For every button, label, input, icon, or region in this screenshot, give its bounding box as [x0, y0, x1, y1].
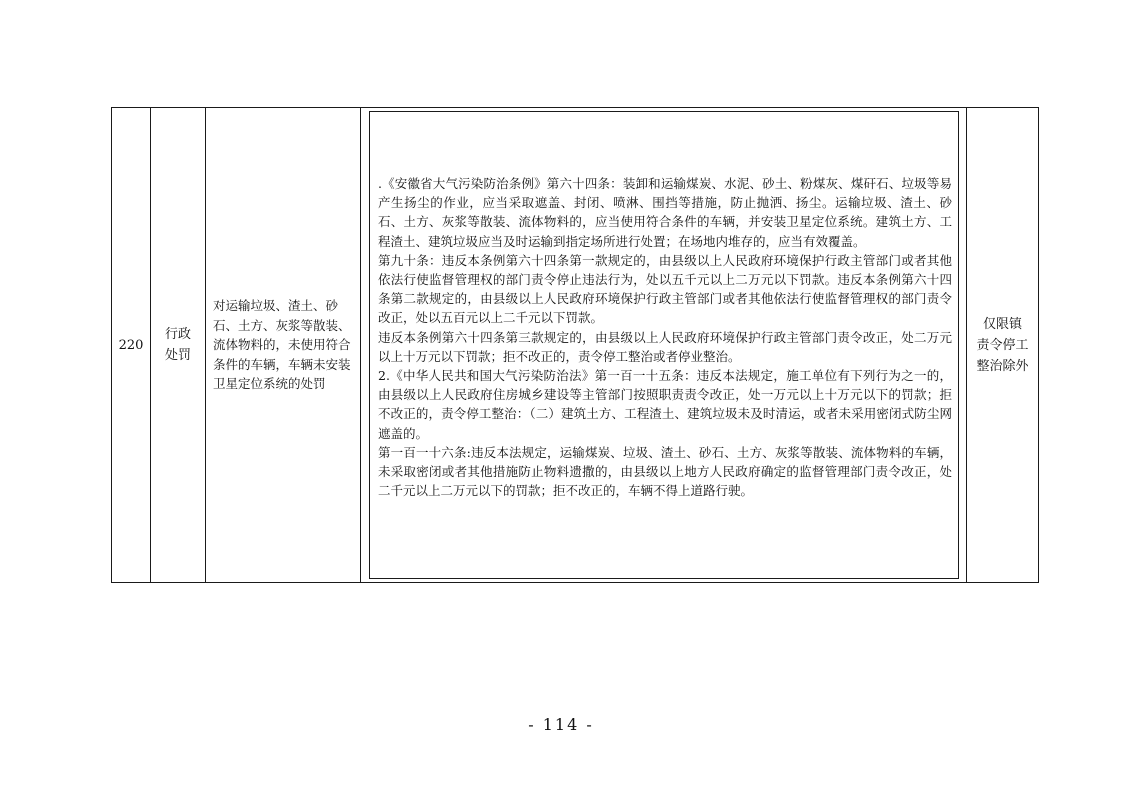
page-number: - 114 - — [528, 715, 594, 734]
penalty-type-line: 处罚 — [164, 348, 191, 363]
remarks-cell — [967, 108, 1039, 583]
legal-basis-paragraph: 第一百一十六条:违反本法规定，运输煤炭、垃圾、渣土、砂石、土方、灰浆等散装、流体物料的车辆，未采取密闭或者其他措施防止物料遗撒的，由县级以上地方人民政府确定的监督管理部门责令改正，处二千元以上二万元以下的罚款；拒不改正的，车辆不得上道路行驶。 — [378, 444, 952, 499]
row-number: 220 — [112, 108, 151, 583]
remarks-line: 责令停工 — [976, 337, 1029, 353]
penalty-type-line: 行政 — [164, 327, 191, 342]
legal-basis-paragraph: 2.《中华人民共和国大气污染防治法》第一百一十五条：违反本法规定，施工单位有下列行为之一的，由县级以上人民政府住房城乡建设等主管部门按照职责责令改正，处一万元以上十万元以下的罚款；拒不改正的，责令停工整治：（二）建筑土方、工程渣土、建筑垃圾未及时清运，或者未采用密闭式防尘网遮盖的。 — [378, 368, 952, 441]
table-row — [112, 108, 1039, 583]
penalty-type-cell — [151, 108, 206, 583]
remarks-line: 整治除外 — [976, 358, 1029, 374]
legal-basis-paragraph: 第九十条：违反本条例第六十四条第一款规定的，由县级以上人民政府环境保护行政主管部门或者其他依法行使监督管理权的部门责令停止违法行为，处以五千元以上二万元以下罚款。违反本条例第六十四条第二款规定的，由县级以上人民政府环境保护行政主管部门或者其他依法行使监督管理权的部门责令改正，处以五百元以上二千元以下罚款。 — [378, 252, 952, 326]
legal-basis-paragraph: .《安徽省大气污染防治条例》第六十四条：装卸和运输煤炭、水泥、砂土、粉煤灰、煤矸石、垃圾等易产生扬尘的作业，应当采取遮盖、封闭、喷淋、围挡等措施，防止抛洒、扬尘。运输垃圾、渣土、砂石、土方、灰浆等散装、流体物料的，应当使用符合条件的车辆，并安装卫星定位系统。建筑土方、工程渣土、建筑垃圾应当及时运输到指定场所进行处置；在场地内堆存的，应当有效覆盖。 — [378, 176, 952, 249]
remarks-line: 仅限镇 — [982, 316, 1022, 332]
penalty-item: 对运输垃圾、渣土、砂石、土方、灰浆等散装、流体物料的，未使用符合条件的车辆，车辆未安装卫星定位系统的处罚 — [206, 108, 361, 583]
legal-basis-paragraph: 违反本条例第六十四条第三款规定的，由县级以上人民政府环境保护行政主管部门责令改正，处二万元以上十万元以下罚款；拒不改正的，责令停工整治或者停业整治。 — [378, 329, 952, 364]
legal-basis-box — [369, 111, 959, 579]
legal-basis-cell — [361, 108, 967, 583]
penalty-table — [111, 107, 1039, 583]
